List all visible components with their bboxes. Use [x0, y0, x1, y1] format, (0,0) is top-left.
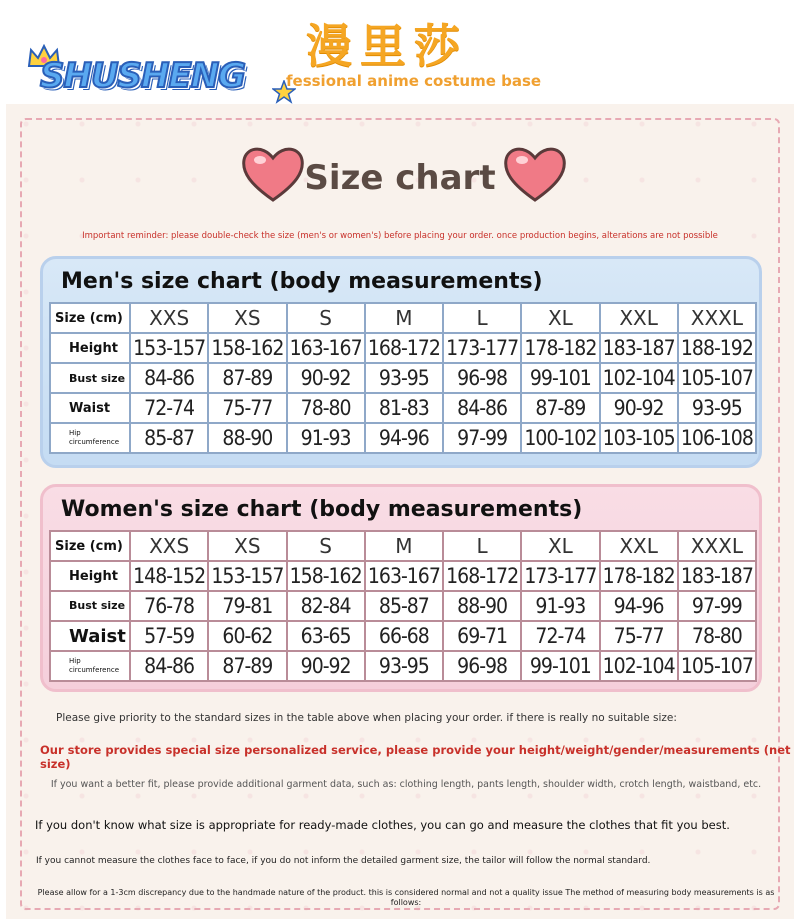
table-cell: 85-87 — [365, 591, 443, 621]
women-size-table — [49, 530, 757, 682]
row-label-height: Height — [50, 333, 130, 363]
table-cell: 188-192 — [678, 333, 756, 363]
table-cell: 69-71 — [443, 621, 521, 651]
table-cell: 75-77 — [600, 621, 678, 651]
page-title: Size chart — [304, 158, 496, 198]
row-label-hip: Hip circumference — [50, 423, 130, 453]
table-cell: 81-83 — [365, 393, 443, 423]
table-cell: 168-172 — [365, 333, 443, 363]
table-cell: 148-152 — [130, 561, 208, 591]
table-cell: 93-95 — [365, 651, 443, 681]
table-cell: 90-92 — [600, 393, 678, 423]
note-priority: Please give priority to the standard sizes in the table above when placing your order. if there is really no suitable size: — [56, 712, 677, 724]
table-row — [50, 561, 756, 591]
table-cell: 99-101 — [521, 363, 599, 393]
table-cell: 183-187 — [678, 561, 756, 591]
size-column-header: L — [443, 303, 521, 333]
brand-chinese-title: 漫里莎 — [306, 19, 468, 73]
table-cell: 93-95 — [678, 393, 756, 423]
table-cell: 105-107 — [678, 651, 756, 681]
size-column-header: L — [443, 531, 521, 561]
table-cell: 93-95 — [365, 363, 443, 393]
table-cell: 90-92 — [287, 651, 365, 681]
row-label-bust: Bust size — [50, 591, 130, 621]
table-cell: 97-99 — [678, 591, 756, 621]
table-cell: 87-89 — [521, 393, 599, 423]
note-special-size: Our store provides special size personalized service, please provide your height/weight/gender/measurements (net size) — [40, 743, 791, 771]
table-cell: 91-93 — [521, 591, 599, 621]
table-cell: 90-92 — [287, 363, 365, 393]
row-label-hip: Hip circumference — [50, 651, 130, 681]
size-label: Size (cm) — [50, 303, 130, 333]
row-label-waist: Waist — [50, 393, 130, 423]
table-cell: 78-80 — [678, 621, 756, 651]
table-row — [50, 363, 756, 393]
size-column-header: XXL — [600, 531, 678, 561]
note-measure-clothes: If you don't know what size is appropriate for ready-made clothes, you can go and measure the clothes that fit you best. — [35, 818, 730, 832]
table-cell: 99-101 — [521, 651, 599, 681]
table-cell: 97-99 — [443, 423, 521, 453]
note-tailor-standard: If you cannot measure the clothes face to face, if you do not inform the detailed garment size, the tailor will follow the normal standard. — [36, 856, 651, 866]
table-cell: 94-96 — [600, 591, 678, 621]
table-cell: 63-65 — [287, 621, 365, 651]
table-cell: 84-86 — [443, 393, 521, 423]
size-column-header: XXL — [600, 303, 678, 333]
size-column-header: XL — [521, 303, 599, 333]
table-cell: 100-102 — [521, 423, 599, 453]
table-cell: 84-86 — [130, 651, 208, 681]
table-cell: 82-84 — [287, 591, 365, 621]
size-column-header: S — [287, 531, 365, 561]
table-cell: 87-89 — [208, 363, 286, 393]
table-cell: 173-177 — [443, 333, 521, 363]
table-cell: 106-108 — [678, 423, 756, 453]
table-cell: 183-187 — [600, 333, 678, 363]
size-column-header: XL — [521, 531, 599, 561]
men-size-table — [49, 302, 757, 454]
table-cell: 153-157 — [208, 561, 286, 591]
table-header-row — [50, 303, 756, 333]
brand-tagline: fessional anime costume base — [286, 72, 542, 90]
table-cell: 84-86 — [130, 363, 208, 393]
table-cell: 72-74 — [521, 621, 599, 651]
table-cell: 105-107 — [678, 363, 756, 393]
table-cell: 57-59 — [130, 621, 208, 651]
table-cell: 78-80 — [287, 393, 365, 423]
size-column-header: M — [365, 531, 443, 561]
size-column-header: XXXL — [678, 303, 756, 333]
table-cell: 163-167 — [365, 561, 443, 591]
row-label-height: Height — [50, 561, 130, 591]
table-cell: 91-93 — [287, 423, 365, 453]
table-cell: 102-104 — [600, 363, 678, 393]
size-column-header: M — [365, 303, 443, 333]
table-cell: 96-98 — [443, 363, 521, 393]
table-cell: 72-74 — [130, 393, 208, 423]
row-label-waist: Waist — [50, 621, 130, 651]
table-cell: 96-98 — [443, 651, 521, 681]
table-cell: 79-81 — [208, 591, 286, 621]
table-cell: 102-104 — [600, 651, 678, 681]
table-cell: 158-162 — [208, 333, 286, 363]
men-size-chart — [40, 256, 762, 468]
table-cell: 60-62 — [208, 621, 286, 651]
table-row — [50, 423, 756, 453]
table-cell: 178-182 — [521, 333, 599, 363]
heart-icon — [502, 142, 568, 204]
table-row — [50, 591, 756, 621]
size-chart-panel — [6, 104, 794, 919]
size-column-header: XS — [208, 303, 286, 333]
row-label-bust: Bust size — [50, 363, 130, 393]
table-cell: 87-89 — [208, 651, 286, 681]
table-cell: 66-68 — [365, 621, 443, 651]
size-column-header: XS — [208, 531, 286, 561]
table-cell: 85-87 — [130, 423, 208, 453]
table-cell: 173-177 — [521, 561, 599, 591]
men-chart-title: Men's size chart (body measurements) — [61, 269, 543, 294]
table-cell: 88-90 — [208, 423, 286, 453]
note-discrepancy: Please allow for a 1-3cm discrepancy due to the handmade nature of the product. this is considered normal and not a quality issue The method of measuring body measurements is as follows: — [37, 888, 775, 907]
women-chart-title: Women's size chart (body measurements) — [61, 497, 583, 522]
brand-logo — [22, 44, 294, 110]
size-column-header: XXS — [130, 531, 208, 561]
table-row — [50, 333, 756, 363]
table-cell: 103-105 — [600, 423, 678, 453]
table-cell: 94-96 — [365, 423, 443, 453]
table-row — [50, 393, 756, 423]
table-cell: 153-157 — [130, 333, 208, 363]
table-row — [50, 621, 756, 651]
note-better-fit: If you want a better fit, please provide additional garment data, such as: clothing length, pants length, shoulder width, crotch length, waistband, etc. — [50, 779, 762, 790]
size-label: Size (cm) — [50, 531, 130, 561]
table-cell: 168-172 — [443, 561, 521, 591]
header — [0, 0, 800, 104]
table-cell: 163-167 — [287, 333, 365, 363]
size-column-header: S — [287, 303, 365, 333]
size-column-header: XXS — [130, 303, 208, 333]
table-header-row — [50, 531, 756, 561]
important-reminder: Important reminder: please double-check the size (men's or women's) before placing your order. once production begins, alterations are not possible — [82, 231, 718, 241]
table-cell: 76-78 — [130, 591, 208, 621]
table-cell: 88-90 — [443, 591, 521, 621]
size-column-header: XXXL — [678, 531, 756, 561]
women-size-chart — [40, 484, 762, 692]
table-cell: 178-182 — [600, 561, 678, 591]
table-row — [50, 651, 756, 681]
table-cell: 158-162 — [287, 561, 365, 591]
table-cell: 75-77 — [208, 393, 286, 423]
logo-text: SHUSHENG — [40, 56, 246, 96]
